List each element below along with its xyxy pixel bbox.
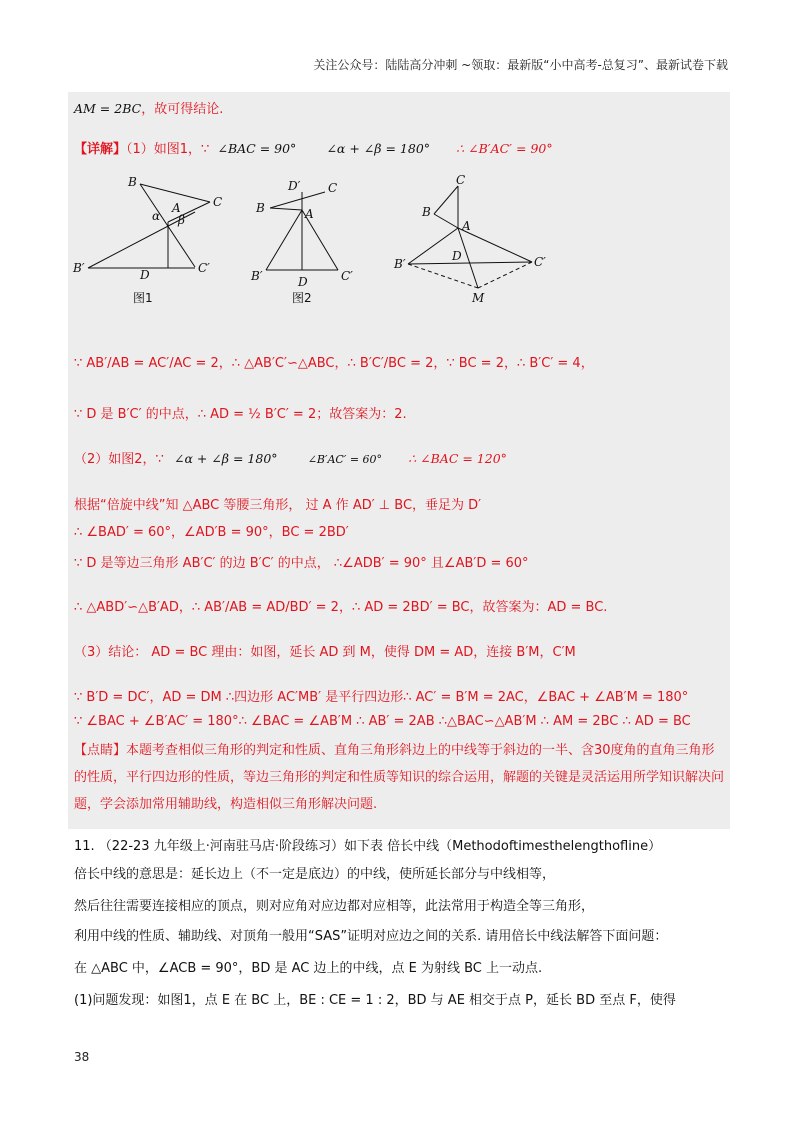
fig2-label-bprime: B′ (251, 269, 263, 283)
fig1-label-bprime: B′ (73, 261, 85, 275)
math-angle-bac: ∠BAC = 90° (217, 141, 297, 156)
fig1-label-cprime: C′ (198, 261, 210, 275)
fig3-label-a: A (462, 219, 471, 233)
fig1-label-a: A (172, 201, 181, 215)
question-line-6: (1)问题发现：如图1，点 E 在 BC 上，BE : CE = 1 : 2，BD 与 AE 相交于点 P，延长 BD 至点 F，使得 (74, 993, 676, 1008)
fig1-label-alpha: α (152, 209, 161, 223)
question-line-4: 利用中线的性质、辅助线、对顶角一般用“SAS”证明对应边之间的关系. 请用倍长中线法解答下面问题： (74, 929, 668, 944)
comment-paragraph: 【点睛】本题考查相似三角形的判定和性质、直角三角形斜边上的中线等于斜边的一半、含30度角的直角三角形的性质，平行四边形的性质，等边三角形的判定和性质等知识的综合运用，解题的关键是灵活运用所学知识解决问题，学会添加常用辅助线，构造相似三角形解决问题. (74, 743, 725, 812)
fig3-label-d: D (452, 249, 462, 263)
fig3-label-bprime: B′ (394, 257, 406, 271)
fig1-label-c: C (213, 195, 223, 209)
math-alpha-beta: ∠α + ∠β = 180° (326, 141, 431, 156)
detail-line (74, 138, 553, 157)
solution-line-r9: ∵ B′D = DC′，AD = DM ∴四边形 AC′MB′ 是平行四边形∴ AC′ = B′M = 2AC，∠BAC + ∠AB′M = 180° (74, 690, 689, 705)
fig3-label-cprime: C′ (534, 255, 546, 269)
solution-line-r10: ∵ ∠BAC + ∠B′AC′ = 180°∴ ∠BAC = ∠AB′M ∴ AB′ = 2AB ∴△BAC∽△AB′M ∴ AM = 2BC ∴ AD = BC (74, 714, 691, 729)
math-angle-bpacp: ∴ ∠B′AC′ = 90° (456, 141, 553, 156)
solution-line-r1: ∵ AB′/AB = AC′/AC = 2，∴ △AB′C′∽△ABC，∴ B′C′/BC = 2，∵ BC = 2，∴ B′C′ = 4， (74, 356, 594, 371)
page-number: 38 (74, 1050, 90, 1064)
fig2-label-d: D (298, 275, 308, 289)
fig1-caption: 图1 (133, 291, 153, 305)
question-line-2: 倍长中线的意思是：延长边上（不一定是底边）的中线，使所延长部分与中线相等， (74, 867, 556, 882)
fig1-label-d: D (140, 268, 150, 282)
solution-line-r3 (74, 448, 507, 467)
fig1-label-beta: β (178, 213, 185, 227)
solution-line-0 (74, 98, 223, 117)
solution-line-r5: ∴ ∠BAD′ = 60°，∠AD′B = 90°，BC = 2BD′ (74, 525, 349, 540)
detail-tag: 【详解】 (74, 142, 127, 157)
question-line-3: 然后往往需要连接相应的顶点，则对应角对应边都对应相等，此法常用于构造全等三角形， (74, 899, 595, 914)
fig1-label-b: B (128, 175, 137, 189)
fig2-label-cprime: C′ (341, 269, 353, 283)
conclusion-text: ，故可得结论. (141, 102, 224, 117)
fig3-label-b: B (422, 205, 431, 219)
figure-1 (72, 175, 222, 305)
figure-2 (250, 179, 353, 305)
page-header: 关注公众号：陆陆高分冲刺 ~领取：最新版“小中高考-总复习”、最新试卷下载 (313, 58, 728, 72)
question-line-5: 在 △ABC 中，∠ACB = 90°，BD 是 AC 边上的中线，点 E 为射线 BC 上一动点. (74, 961, 543, 976)
solution-line-r2: ∵ D 是 B′C′ 的中点，∴ AD = ½ B′C′ = 2；故答案为：2. (74, 407, 407, 422)
fig3-label-m: M (472, 291, 485, 305)
math-am: AM = 2BC (74, 101, 142, 116)
figure-3 (393, 173, 546, 305)
solution-line-r8: （3）结论： AD = BC 理由：如图，延长 AD 到 M，使得 DM = AD，连接 B′M，C′M (74, 645, 576, 660)
math-angle-60: ∠B′AC′ = 60° (307, 453, 383, 466)
solution-line-r7: ∴ △ABD′∽△B′AD，∴ AB′/AB = AD/BD′ = 2，∴ AD = 2BD′ = BC，故答案为：AD = BC. (74, 600, 608, 615)
figures (70, 172, 560, 312)
solution-line-r6: ∵ D 是等边三角形 AB′C′ 的边 B′C′ 的中点， ∴∠ADB′ = 90° 且∠AB′D = 60° (74, 556, 529, 571)
part2-intro: （2）如图2，∵ (74, 452, 164, 467)
fig2-label-dprime: D′ (288, 179, 301, 193)
fig2-caption: 图2 (292, 291, 312, 305)
fig2-label-b: B (256, 201, 265, 215)
fig3-label-c: C (456, 173, 466, 187)
math-alpha-beta-2: ∠α + ∠β = 180° (173, 451, 278, 466)
fig2-label-a: A (305, 207, 314, 221)
question-line-1: 11. （22-23 九年级上·河南驻马店·阶段练习）如下表 倍长中线（Methodoftimesthelengthofline） (74, 839, 662, 854)
math-angle-120: ∴ ∠BAC = 120° (408, 451, 507, 466)
solution-line-r4: 根据“倍旋中线”知 △ABC 等腰三角形， 过 A 作 AD′ ⊥ BC，垂足为 D′ (74, 498, 482, 513)
fig2-label-c: C (328, 181, 338, 195)
detail-part1: （1）如图1，∵ (126, 142, 210, 157)
